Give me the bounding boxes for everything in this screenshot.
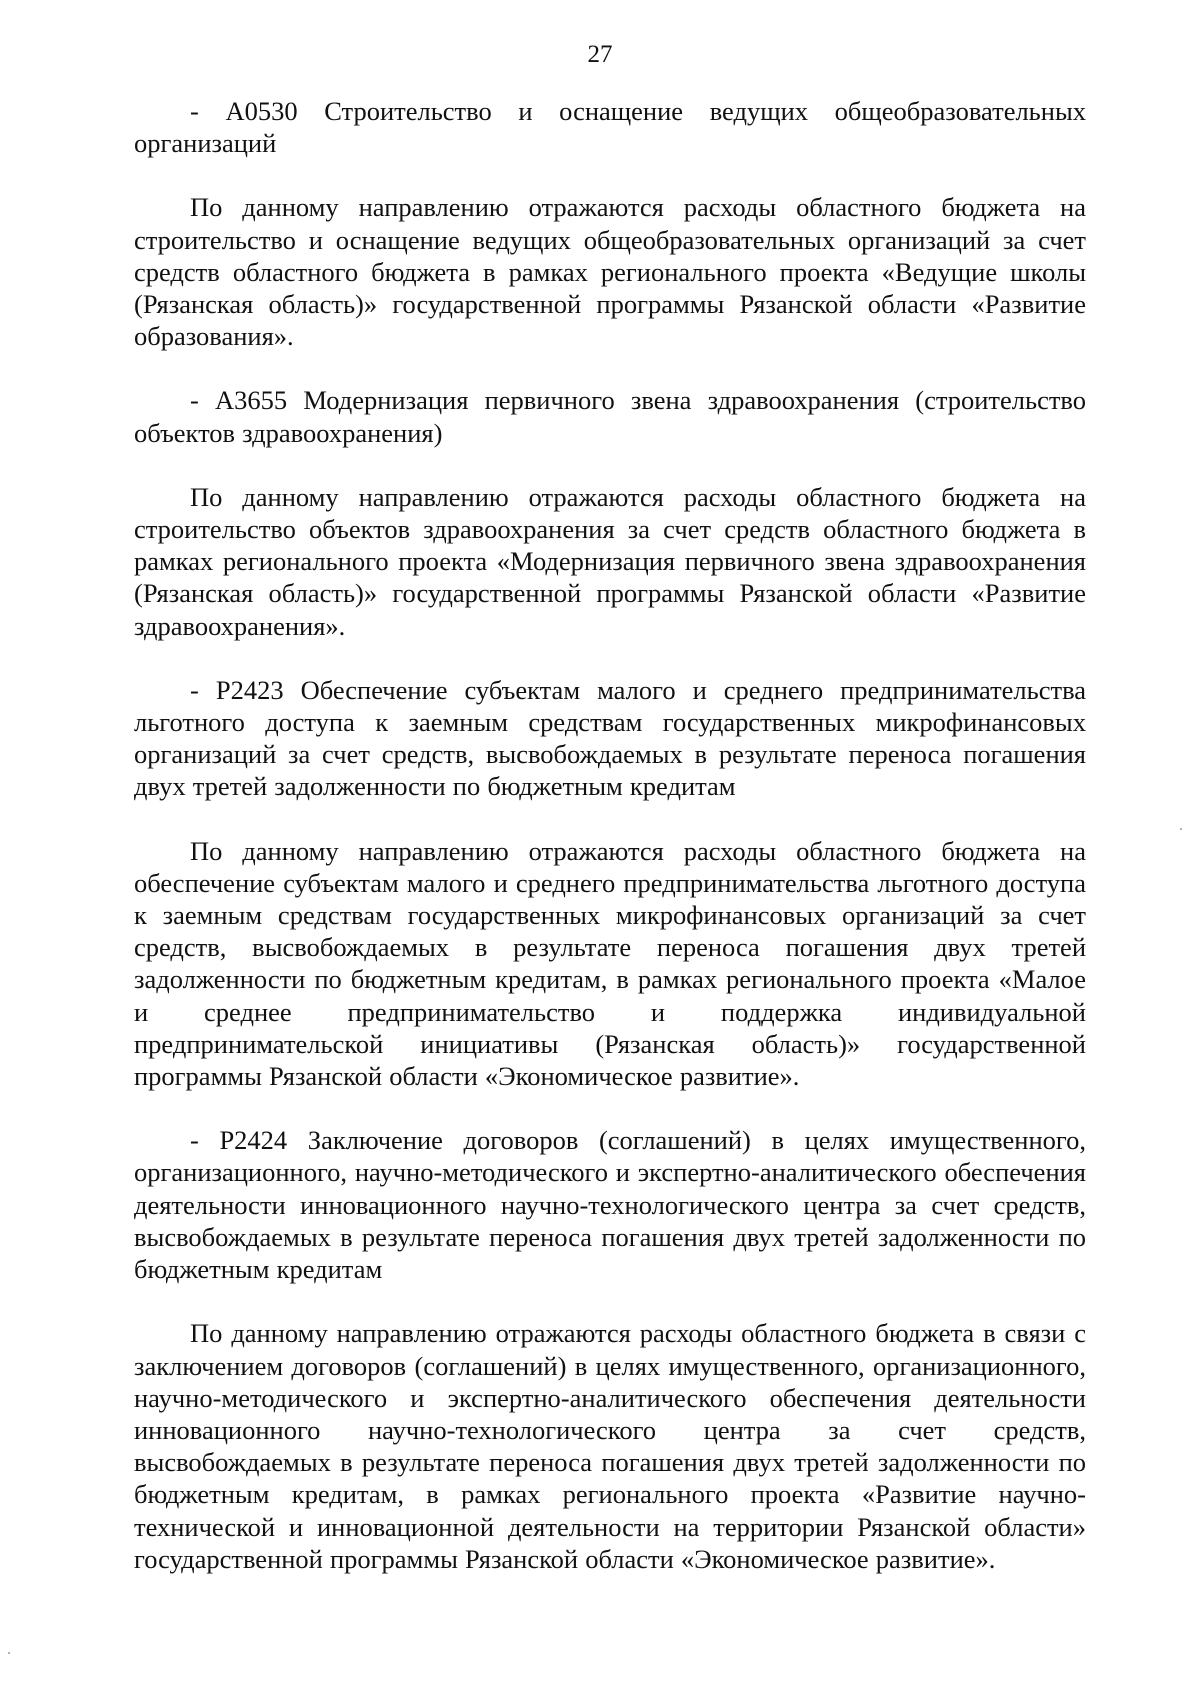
section-body-a0530: По данному направлению отражаются расходы областного бюджета на строительство и оснащение ведущих общеобразовательных организаций за счет средств областного бюджета в рамках регионального проекта «Ведущие школы (Рязанская область)» государственной программы Рязанской области «Развитие образования». bbox=[134, 192, 1086, 352]
scan-speck bbox=[1180, 828, 1182, 830]
page-number: 27 bbox=[587, 41, 613, 68]
page-content bbox=[134, 95, 1086, 1575]
section-body-p2423: По данному направлению отражаются расходы областного бюджета на обеспечение субъектам малого и среднего предпринимательства льготного доступа к заемным средствам государственных микрофинансовых организаций за счет средств, высвобождаемых в результате переноса погашения двух третей задолженности по бюджетным кредитам, в рамках регионального проекта «Малое и среднее предпринимательство и поддержка индивидуальной предпринимательской инициативы (Рязанская область)» государственной программы Рязанской области «Экономическое развитие». bbox=[134, 835, 1086, 1092]
section-body-a3655: По данному направлению отражаются расходы областного бюджета на строительство объектов здравоохранения за счет средств областного бюджета в рамках регионального проекта «Модернизация первичного звена здравоохранения (Рязанская область)» государственной программы Рязанской области «Развитие здравоохранения». bbox=[134, 481, 1086, 641]
section-heading-a0530: - А0530 Строительство и оснащение ведущих общеобразовательных организаций bbox=[134, 96, 1086, 159]
section-heading-p2424: - Р2424 Заключение договоров (соглашений) в целях имущественного, организационного, научно-методического и экспертно-аналитического обеспечения деятельности инновационного научно-технологического центра за счет средств, высвобождаемых в результате переноса погашения двух третей задолженности по бюджетным кредитам bbox=[134, 1125, 1086, 1285]
section-heading-a3655: - А3655 Модернизация первичного звена здравоохранения (строительство объектов здравоохранения) bbox=[134, 385, 1086, 448]
section-body-p2424: По данному направлению отражаются расходы областного бюджета в связи с заключением договоров (соглашений) в целях имущественного, организационного, научно-методического и экспертно-аналитического обеспечения деятельности инновационного научно-технологического центра за счет средств, высвобождаемых в результате переноса погашения двух третей задолженности по бюджетным кредитам, в рамках регионального проекта «Развитие научно-технической и инновационной деятельности на территории Рязанской области» государственной программы Рязанской области «Экономическое развитие». bbox=[134, 1318, 1086, 1574]
section-heading-p2423: - Р2423 Обеспечение субъектам малого и среднего предпринимательства льготного доступа к заемным средствам государственных микрофинансовых организаций за счет средств, высвобождаемых в результате переноса погашения двух третей задолженности по бюджетным кредитам bbox=[134, 674, 1086, 802]
scan-speck bbox=[8, 1652, 10, 1654]
